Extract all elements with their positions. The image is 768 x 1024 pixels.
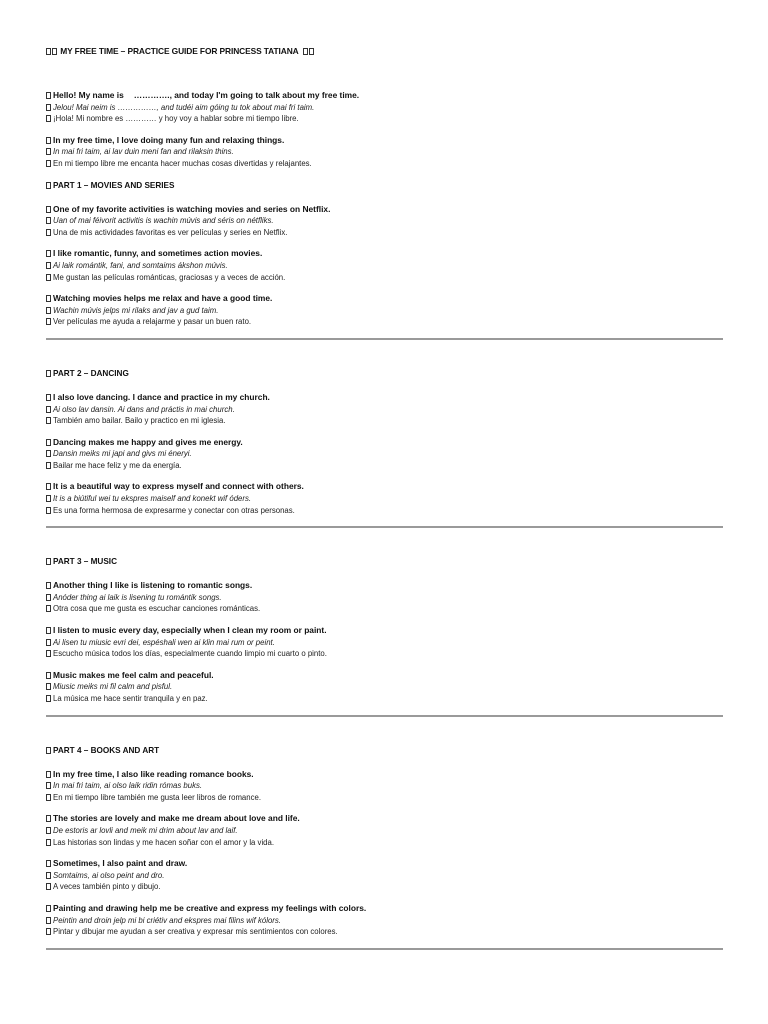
- missing-glyph-icon: [46, 462, 51, 469]
- missing-glyph-icon: [46, 605, 51, 612]
- english-sentence-line: [46, 903, 723, 915]
- english-sentence: One of my favorite activities is watching movies and series on Netflix.: [53, 203, 331, 214]
- missing-glyph-icon: [46, 839, 51, 846]
- phrase-group: [46, 625, 723, 660]
- english-sentence-line: [46, 293, 723, 305]
- spanish-sentence: En mi tiempo libre también me gusta leer libros de romance.: [53, 792, 262, 802]
- missing-glyph-icon: [303, 48, 308, 55]
- phonetic-sentence: Ai lisen tu miusic evri dei, espéshali wen ai klin mai rum or peint.: [53, 637, 275, 647]
- missing-glyph-icon: [46, 594, 51, 601]
- phonetic-sentence-line: [46, 215, 723, 227]
- part-heading: [46, 556, 723, 567]
- phonetic-sentence-line: [46, 825, 723, 837]
- english-sentence: It is a beautiful way to express myself and connect with others.: [53, 481, 304, 492]
- phonetic-sentence: Miusic meiks mi fil calm and pisful.: [53, 682, 173, 692]
- spanish-sentence-line: [46, 227, 723, 239]
- missing-glyph-icon: [46, 406, 51, 413]
- phonetic-sentence-line: [46, 915, 723, 927]
- phrase-group: [46, 481, 723, 516]
- missing-glyph-icon: [46, 274, 51, 281]
- missing-glyph-icon: [46, 262, 51, 269]
- english-sentence-line: [46, 481, 723, 493]
- missing-glyph-icon: [46, 370, 51, 377]
- spanish-sentence: La música me hace sentir tranquila y en paz.: [53, 694, 208, 703]
- english-sentence-line: [46, 392, 723, 404]
- missing-glyph-icon: [46, 148, 51, 155]
- section-spacer: [46, 340, 723, 368]
- missing-glyph-icon: [46, 827, 51, 834]
- missing-glyph-icon: [46, 650, 51, 657]
- missing-glyph-icon: [46, 495, 51, 502]
- english-sentence-line: [46, 813, 723, 825]
- phrase-group: [46, 580, 723, 615]
- phonetic-sentence-line: [46, 681, 723, 693]
- english-sentence: I listen to music every day, especially when I clean my room or paint.: [53, 625, 327, 636]
- english-sentence: Painting and drawing help me be creative and express my feelings with colors.: [53, 902, 367, 913]
- phonetic-sentence-line: [46, 448, 723, 460]
- spanish-sentence: Bailar me hace feliz y me da energía.: [53, 460, 182, 470]
- english-sentence: I also love dancing. I dance and practice in my church.: [53, 391, 270, 402]
- missing-glyph-icon: [46, 860, 51, 867]
- missing-glyph-icon: [46, 928, 51, 935]
- phonetic-sentence: Jelou! Mai neim is ……………, and tudéi aim góing tu tok about mai fri taim.: [53, 102, 315, 112]
- missing-glyph-icon: [46, 137, 51, 144]
- english-sentence: Sometimes, I also paint and draw.: [53, 858, 188, 869]
- missing-glyph-icon: [46, 747, 51, 754]
- english-sentence: Watching movies helps me relax and have a good time.: [53, 293, 273, 304]
- missing-glyph-icon: [46, 318, 51, 325]
- spanish-sentence-line: [46, 792, 723, 804]
- missing-glyph-icon: [46, 295, 51, 302]
- english-sentence: In my free time, I love doing many fun and relaxing things.: [53, 134, 285, 145]
- spanish-sentence-line: [46, 415, 723, 427]
- phrase-group: [46, 437, 723, 472]
- english-sentence: In my free time, I also like reading romance books.: [53, 768, 254, 779]
- phrase-group: [46, 204, 723, 239]
- missing-glyph-icon: [46, 582, 51, 589]
- spanish-sentence-line: [46, 460, 723, 472]
- phonetic-sentence-line: [46, 592, 723, 604]
- missing-glyph-icon: [46, 450, 51, 457]
- part-heading-text: PART 4 – BOOKS AND ART: [53, 745, 160, 755]
- phrase-group: [46, 248, 723, 283]
- missing-glyph-icon: [52, 48, 57, 55]
- missing-glyph-icon: [46, 48, 51, 55]
- missing-glyph-icon: [46, 558, 51, 565]
- part-heading: [46, 368, 723, 379]
- section-spacer: [46, 528, 723, 556]
- missing-glyph-icon: [309, 48, 314, 55]
- english-sentence-line: [46, 248, 723, 260]
- english-sentence: Another thing I like is listening to romantic songs.: [53, 580, 253, 591]
- missing-glyph-icon: [46, 883, 51, 890]
- missing-glyph-icon: [46, 794, 51, 801]
- missing-glyph-icon: [46, 639, 51, 646]
- phonetic-sentence-line: [46, 780, 723, 792]
- spanish-sentence-line: [46, 837, 723, 849]
- phrase-group: [46, 90, 723, 125]
- spanish-sentence-line: [46, 881, 723, 893]
- spanish-sentence: Pintar y dibujar me ayudan a ser creativa y expresar mis sentimientos con colores.: [53, 927, 338, 937]
- phonetic-sentence: Somtaims, ai olso peint and dro.: [53, 870, 165, 880]
- missing-glyph-icon: [46, 905, 51, 912]
- spanish-sentence: Otra cosa que me gusta es escuchar canciones románticas.: [53, 604, 261, 614]
- part-heading: [46, 180, 723, 191]
- missing-glyph-icon: [46, 160, 51, 167]
- missing-glyph-icon: [46, 206, 51, 213]
- phonetic-sentence-line: [46, 870, 723, 882]
- page-title: [46, 46, 315, 56]
- missing-glyph-icon: [46, 439, 51, 446]
- phonetic-sentence-line: [46, 260, 723, 272]
- english-sentence-continuation: …………., and today I'm going to talk about my free time.: [133, 90, 360, 100]
- phonetic-sentence: De estoris ar lovli and meik mi drim about lav and laif.: [53, 825, 238, 835]
- missing-glyph-icon: [46, 695, 51, 702]
- missing-glyph-icon: [46, 507, 51, 514]
- missing-glyph-icon: [46, 917, 51, 924]
- spanish-sentence-line: [46, 316, 723, 328]
- spanish-sentence-line: [46, 113, 723, 125]
- section-spacer: [46, 717, 723, 745]
- missing-glyph-icon: [46, 483, 51, 490]
- spanish-sentence-line: [46, 648, 723, 660]
- spanish-sentence: Ver películas me ayuda a relajarme y pasar un buen rato.: [53, 317, 252, 327]
- phonetic-sentence: Uan of mai féivorit activitis is wachin múvis and séris on nétfliks.: [53, 216, 274, 226]
- english-sentence-line: [46, 625, 723, 637]
- page-title-text: MY FREE TIME – PRACTICE GUIDE FOR PRINCESS TATIANA: [60, 46, 299, 56]
- phrase-group: [46, 903, 723, 938]
- phonetic-sentence: Ai olso lav dansin. Ai dans and práctis in mai church.: [53, 404, 235, 414]
- phonetic-sentence-line: [46, 305, 723, 317]
- part-heading-text: PART 2 – DANCING: [53, 368, 129, 378]
- document-content: [46, 90, 723, 950]
- spanish-sentence: En mi tiempo libre me encanta hacer muchas cosas divertidas y relajantes.: [53, 158, 312, 168]
- english-sentence: The stories are lovely and make me dream about love and life.: [53, 813, 300, 824]
- spanish-sentence-line: [46, 505, 723, 517]
- spanish-sentence-line: [46, 603, 723, 615]
- english-sentence: Hello! My name is: [53, 90, 124, 100]
- missing-glyph-icon: [46, 782, 51, 789]
- missing-glyph-icon: [46, 92, 51, 99]
- phonetic-sentence: Ai laik romántik, fani, and somtaims ákshon múvis.: [53, 260, 228, 270]
- phrase-group: [46, 293, 723, 328]
- english-sentence-line: [46, 580, 723, 592]
- phrase-group: [46, 858, 723, 893]
- spanish-sentence: También amo bailar. Bailo y practico en mi iglesia.: [53, 416, 226, 426]
- phrase-group: [46, 670, 723, 705]
- missing-glyph-icon: [46, 250, 51, 257]
- english-sentence-line: [46, 204, 723, 216]
- spanish-sentence: Escucho música todos los días, especialmente cuando limpio mi cuarto o pinto.: [53, 649, 327, 659]
- phonetic-sentence-line: [46, 637, 723, 649]
- spanish-sentence: Una de mis actividades favoritas es ver películas y series en Netflix.: [53, 227, 288, 237]
- spanish-sentence: Me gustan las películas románticas, graciosas y a veces de acción.: [53, 272, 286, 282]
- english-sentence-line: [46, 769, 723, 781]
- missing-glyph-icon: [46, 115, 51, 122]
- part-heading-text: PART 3 – MUSIC: [53, 557, 117, 567]
- phonetic-sentence: It is a biútiful wei tu ekspres maiself and konekt wif óders.: [53, 494, 252, 504]
- missing-glyph-icon: [46, 627, 51, 634]
- missing-glyph-icon: [46, 771, 51, 778]
- english-sentence-line: [46, 670, 723, 682]
- english-sentence: Music makes me feel calm and peaceful.: [53, 669, 214, 680]
- missing-glyph-icon: [46, 417, 51, 424]
- english-sentence-line: [46, 858, 723, 870]
- english-sentence: I like romantic, funny, and sometimes action movies.: [53, 248, 263, 259]
- phonetic-sentence: In mai fri taim, ai lav duin meni fan and rilaksin thins.: [53, 147, 234, 157]
- phonetic-sentence-line: [46, 102, 723, 114]
- missing-glyph-icon: [46, 683, 51, 690]
- phonetic-sentence-line: [46, 404, 723, 416]
- phrase-group: [46, 135, 723, 170]
- english-sentence-line: [46, 437, 723, 449]
- phonetic-sentence: In mai fri taim, ai olso laik ridin rómas buks.: [53, 781, 203, 791]
- spanish-sentence-line: [46, 926, 723, 938]
- spanish-sentence: A veces también pinto y dibujo.: [53, 882, 161, 892]
- missing-glyph-icon: [46, 104, 51, 111]
- missing-glyph-icon: [46, 394, 51, 401]
- english-sentence: Dancing makes me happy and gives me energy.: [53, 436, 243, 447]
- phrase-group: [46, 813, 723, 848]
- missing-glyph-icon: [46, 182, 51, 189]
- phrase-group: [46, 392, 723, 427]
- missing-glyph-icon: [46, 217, 51, 224]
- phonetic-sentence-line: [46, 493, 723, 505]
- phonetic-sentence: Dansin meiks mi japi and givs mi éneryi.: [53, 449, 192, 459]
- phonetic-sentence: Anóder thing ai laik is lisening tu romántik songs.: [53, 592, 222, 602]
- missing-glyph-icon: [46, 815, 51, 822]
- missing-glyph-icon: [46, 872, 51, 879]
- missing-glyph-icon: [46, 229, 51, 236]
- english-line: [46, 90, 723, 102]
- english-sentence-line: [46, 135, 723, 147]
- part-heading: [46, 745, 723, 756]
- spanish-sentence: Las historias son lindas y me hacen soñar con el amor y la vida.: [53, 837, 275, 847]
- spanish-sentence-line: [46, 693, 723, 705]
- spanish-sentence: Es una forma hermosa de expresarme y conectar con otras personas.: [53, 505, 295, 515]
- spanish-sentence-line: [46, 158, 723, 170]
- phonetic-sentence: Wachin múvis jelps mi rilaks and jav a gud taim.: [53, 305, 219, 315]
- spanish-sentence: ¡Hola! Mi nombre es ………… y hoy voy a hablar sobre mi tiempo libre.: [53, 114, 299, 124]
- phonetic-sentence-line: [46, 146, 723, 158]
- phonetic-sentence: Peintin and droin jelp mi bi criétiv and ekspres mai filins wif kólors.: [53, 915, 281, 925]
- part-heading-text: PART 1 – MOVIES AND SERIES: [53, 180, 175, 190]
- missing-glyph-icon: [46, 672, 51, 679]
- phrase-group: [46, 769, 723, 804]
- section-divider: [46, 948, 723, 950]
- missing-glyph-icon: [46, 307, 51, 314]
- spanish-sentence-line: [46, 272, 723, 284]
